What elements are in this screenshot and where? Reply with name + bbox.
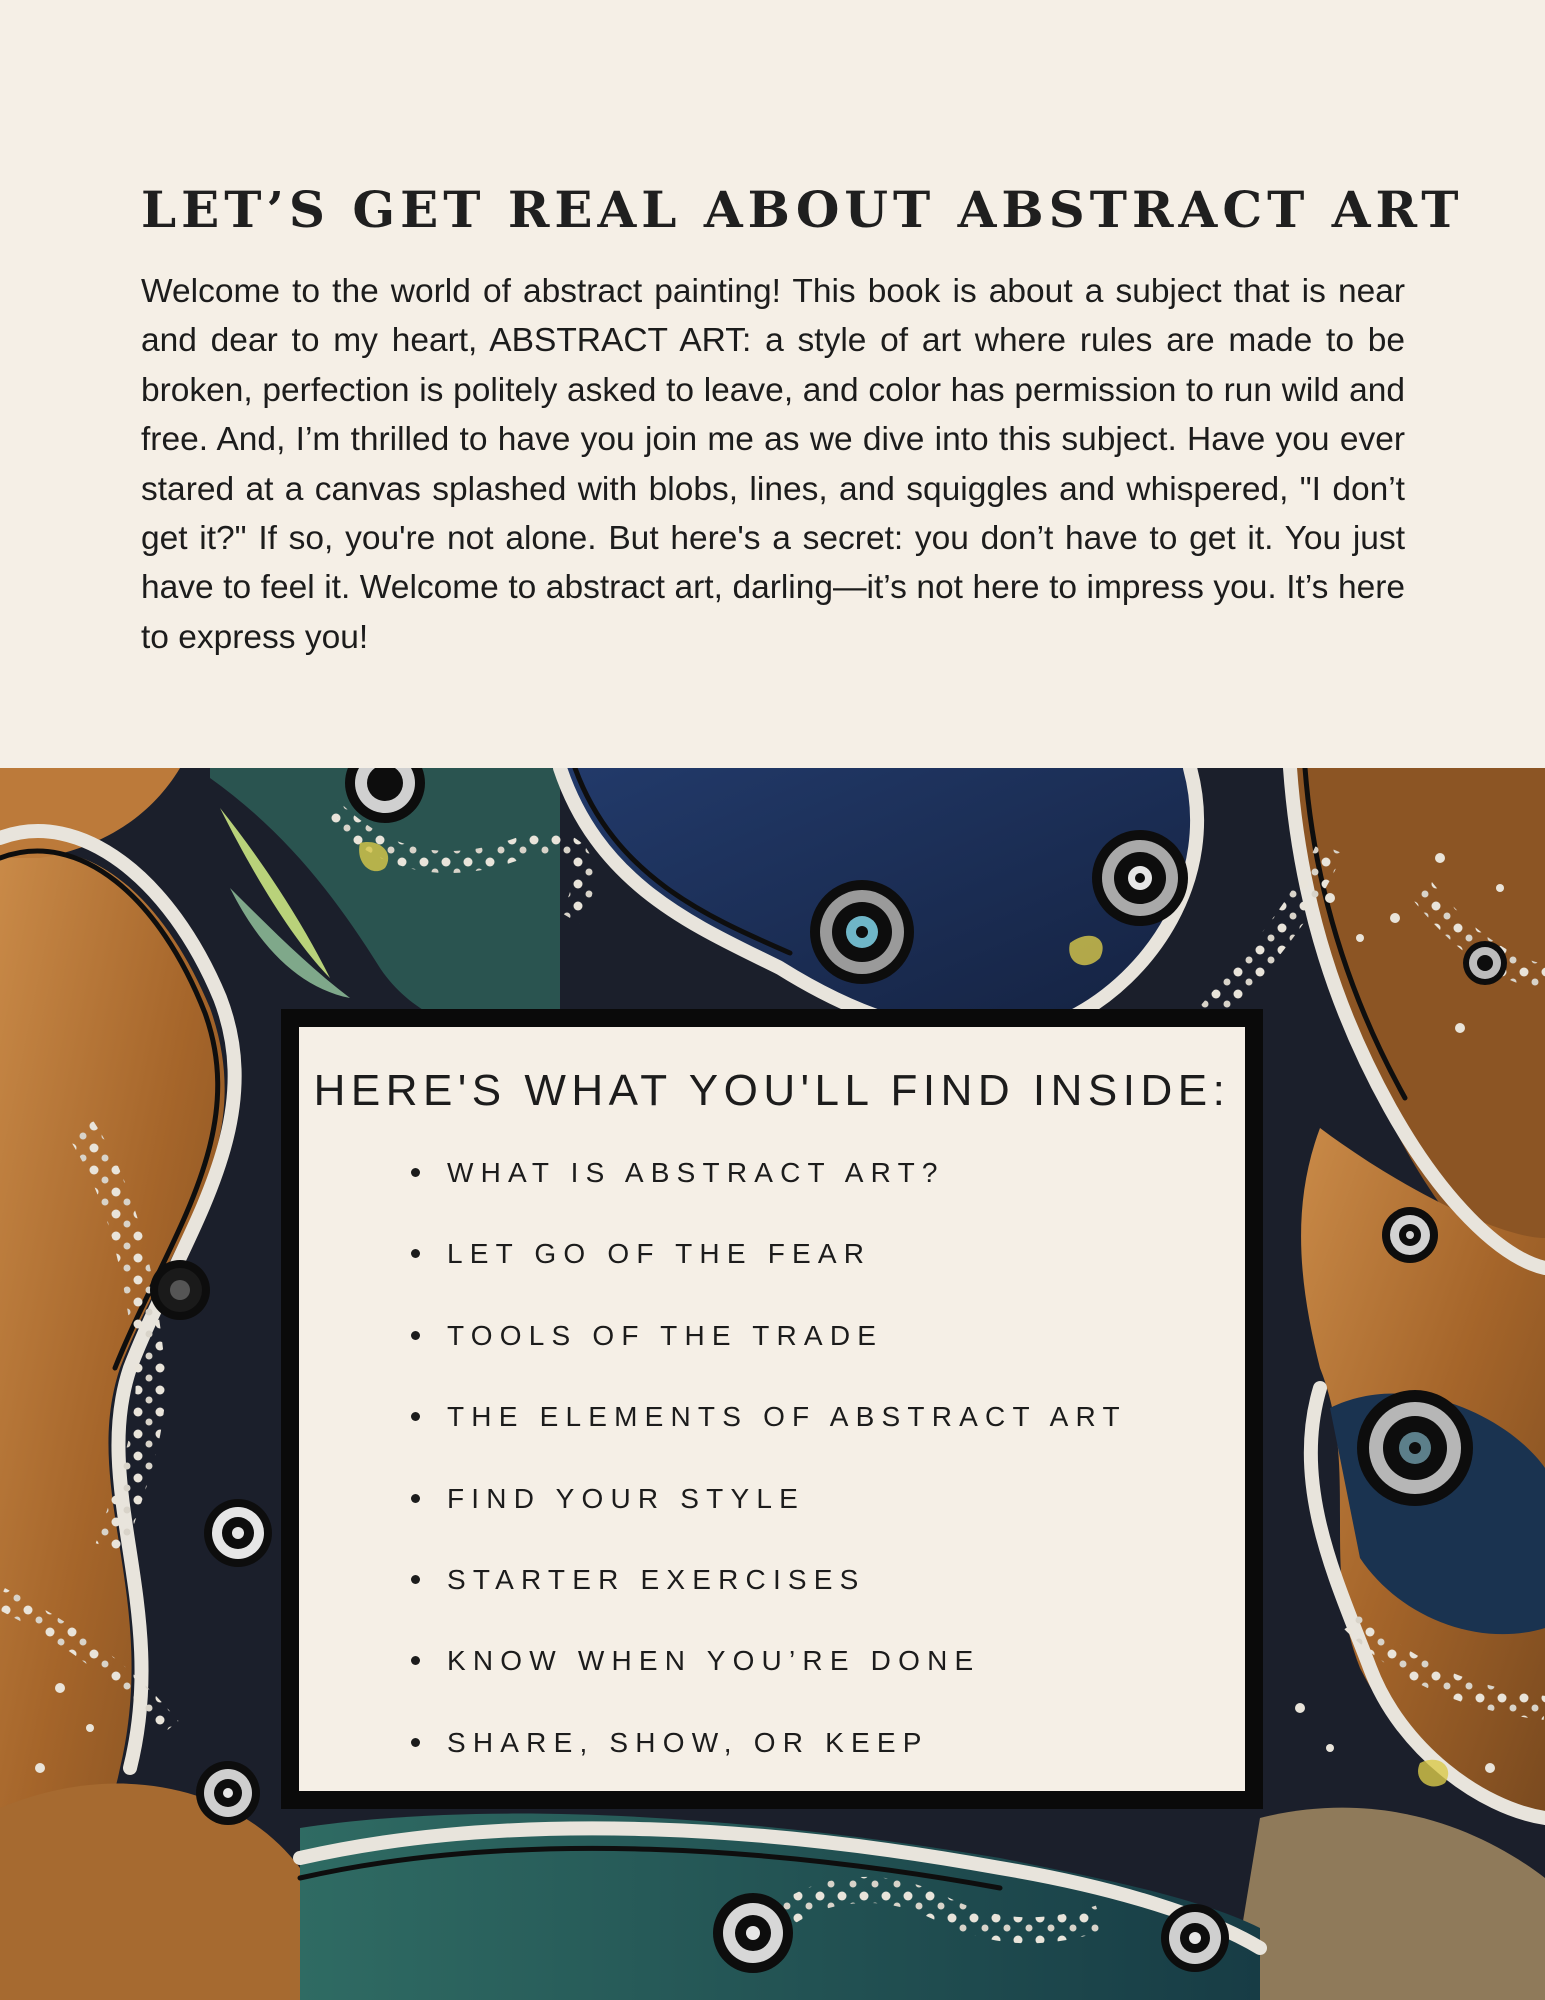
list-item [411, 1563, 1127, 1644]
bullet-icon [411, 1575, 420, 1584]
intro-paragraph: Welcome to the world of abstract painting! This book is about a subject that is near and dear to my heart, ABSTRACT ART: a style of art where rules are made to be broken, perfection is politely asked to leave, and color has permission to run wild and free. And, I’m thrilled to have you join me as we dive into this subject. Have you ever stared at a canvas splashed with blobs, lines, and squiggles and whispered, "I don’t get it?" If so, you're not alone. But here's a secret: you don’t have to get it. You just have to feel it. Welcome to abstract art, darling—it’s not here to impress you. It’s here to express you! [141, 273, 1405, 656]
list-item [411, 1726, 1127, 1807]
list-item [411, 1644, 1127, 1725]
contents-card [281, 1009, 1263, 1809]
bullet-icon [411, 1738, 420, 1747]
list-item-label: SHARE, SHOW, OR KEEP [447, 1726, 929, 1758]
list-item [411, 1156, 1127, 1237]
list-item-label: TOOLS OF THE TRADE [447, 1319, 884, 1351]
list-item-label: WHAT IS ABSTRACT ART? [447, 1157, 945, 1188]
contents-heading: HERE'S WHAT YOU'LL FIND INSIDE: [313, 1066, 1231, 1115]
contents-list [411, 1156, 1127, 1807]
page-title: LET’S GET REAL ABOUT ABSTRACT ART [141, 180, 1464, 239]
bullet-icon [411, 1494, 420, 1503]
list-item [411, 1400, 1127, 1481]
list-item [411, 1482, 1127, 1563]
list-item-label: KNOW WHEN YOU’RE DONE [447, 1645, 981, 1677]
bullet-icon [411, 1331, 420, 1340]
list-item [411, 1237, 1127, 1318]
intro-section [0, 0, 1545, 768]
bullet-icon [411, 1656, 420, 1665]
list-item-label: LET GO OF THE FEAR [447, 1238, 872, 1270]
bullet-icon [411, 1168, 420, 1177]
bullet-icon [411, 1249, 420, 1258]
list-item-label: THE ELEMENTS OF ABSTRACT ART [447, 1401, 1127, 1433]
list-item-label: FIND YOUR STYLE [447, 1482, 805, 1514]
list-item [411, 1319, 1127, 1400]
abstract-painting-image [0, 768, 1545, 2000]
bullet-icon [411, 1412, 420, 1421]
list-item-label: STARTER EXERCISES [447, 1563, 866, 1595]
